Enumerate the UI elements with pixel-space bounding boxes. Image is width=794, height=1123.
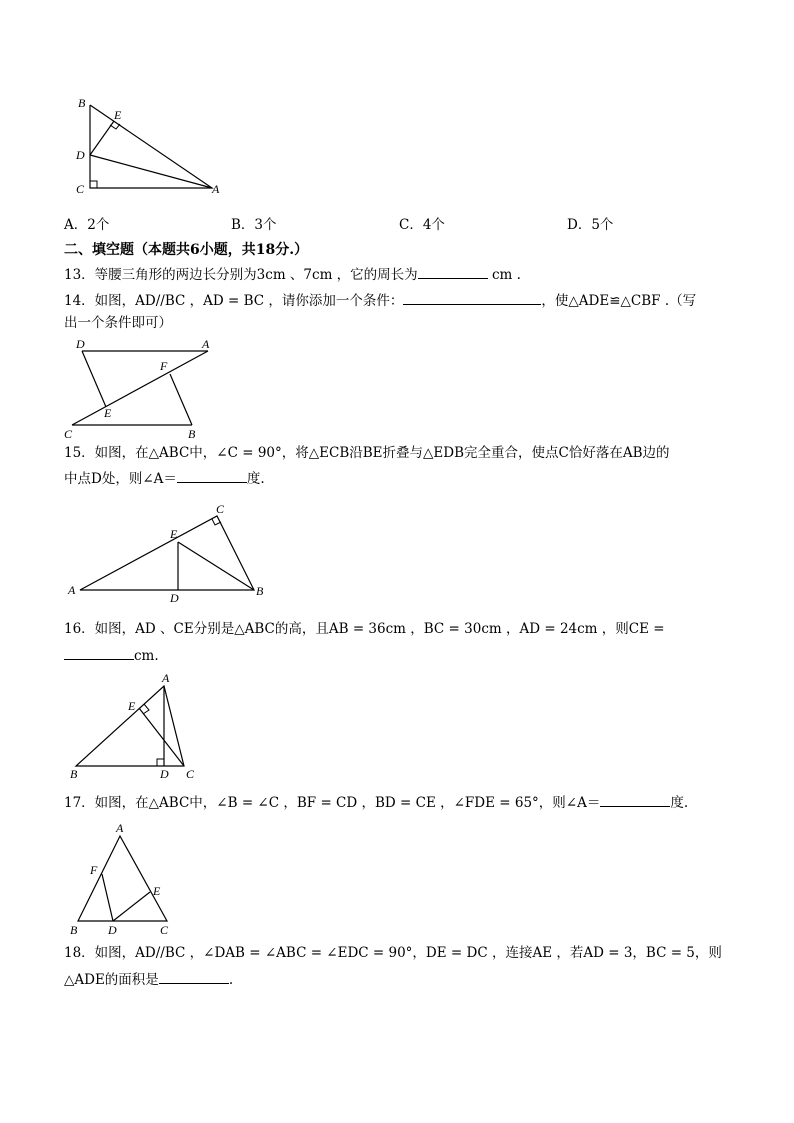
label-C: C — [64, 427, 73, 441]
q14-answer-blank[interactable] — [403, 290, 541, 305]
q17-unit: 度. — [670, 795, 689, 811]
q13-answer-blank[interactable] — [418, 264, 488, 279]
label-F: F — [90, 863, 98, 877]
section-title: 二、填空题（本题共6小题，共18分.） — [64, 242, 309, 258]
label-D: D — [160, 767, 169, 781]
q14-text: 14．如图，AD//BC ，AD = BC ，请你添加一个条件： — [64, 293, 404, 309]
label-B: B — [256, 584, 264, 598]
q17-answer-blank[interactable] — [600, 792, 670, 807]
question-18-line2 — [64, 969, 233, 990]
question-14-line1 — [64, 290, 696, 311]
question-13 — [64, 264, 521, 285]
triangle-diagram-q17 — [64, 818, 179, 938]
question-16-line2 — [64, 645, 159, 666]
triangle-diagram-q12 — [70, 95, 230, 200]
label-D: D — [76, 148, 85, 162]
question-16-line1: 16．如图，AD 、CE分别是△ABC的高，且AB = 36cm ，BC = 30cm ，AD = 24cm ，则CE = — [64, 621, 665, 637]
figure-q16 — [64, 672, 204, 782]
label-A: A — [212, 182, 220, 196]
figure-q12 — [70, 95, 230, 200]
figure-q14 — [60, 337, 230, 442]
label-A: A — [68, 583, 76, 597]
label-A: A — [202, 337, 210, 351]
question-17 — [64, 792, 688, 813]
q15-unit: 度. — [246, 471, 265, 487]
question-15-line1: 15．如图，在△ABC中，∠C = 90°，将△ECB沿BE折叠与△EDB完全重合，使点C恰好落在AB边的 — [64, 445, 670, 461]
label-F: F — [160, 359, 168, 373]
q13-unit: cm . — [487, 267, 521, 283]
label-C: C — [216, 502, 225, 516]
question-14-line2: 出一个条件即可） — [64, 315, 172, 331]
figure-q17 — [64, 818, 179, 938]
label-D: D — [170, 591, 179, 605]
label-C: C — [160, 923, 169, 937]
q13-text: 13．等腰三角形的两边长分别为3cm 、7cm ，它的周长为 — [64, 267, 418, 283]
label-A: A — [162, 671, 170, 685]
label-E: E — [114, 108, 122, 122]
label-B: B — [70, 923, 78, 937]
q16-answer-blank[interactable] — [64, 645, 134, 660]
question-15-line2 — [64, 468, 265, 489]
label-D: D — [76, 337, 85, 351]
label-C: C — [76, 182, 85, 196]
option-d[interactable]: D．5个 — [567, 217, 614, 233]
label-D: D — [108, 923, 117, 937]
option-a[interactable]: A．2个 — [64, 217, 110, 233]
option-c[interactable]: C．4个 — [399, 217, 445, 233]
figure-q15 — [62, 502, 282, 607]
q14-text-after: ，使△ADE≌△CBF .（写 — [541, 293, 697, 309]
label-C: C — [186, 767, 195, 781]
q15-answer-blank[interactable] — [177, 468, 247, 483]
label-E: E — [104, 406, 112, 420]
triangle-diagram-q15 — [62, 502, 282, 607]
parallelogram-diagram-q14 — [60, 337, 230, 442]
triangle-diagram-q16 — [64, 672, 204, 782]
label-E: E — [153, 884, 161, 898]
q15-text: 中点D处，则∠A＝ — [64, 471, 177, 487]
q16-unit: cm. — [134, 648, 159, 664]
q18-text: △ADE的面积是 — [64, 972, 159, 988]
q18-end: . — [228, 972, 234, 988]
label-B: B — [78, 96, 86, 110]
q18-answer-blank[interactable] — [159, 969, 229, 984]
label-A: A — [116, 821, 124, 835]
label-E: E — [170, 527, 178, 541]
label-B: B — [188, 427, 196, 441]
q17-text: 17．如图，在△ABC中，∠B = ∠C ，BF = CD ，BD = CE ，∠FDE = 65°，则∠A＝ — [64, 795, 601, 811]
option-b[interactable]: B．3个 — [231, 217, 277, 233]
label-E: E — [128, 699, 136, 713]
label-B: B — [70, 767, 78, 781]
question-18-line1: 18．如图，AD//BC ，∠DAB = ∠ABC = ∠EDC = 90°，DE = DC ，连接AE ，若AD = 3，BC = 5，则 — [64, 945, 722, 961]
